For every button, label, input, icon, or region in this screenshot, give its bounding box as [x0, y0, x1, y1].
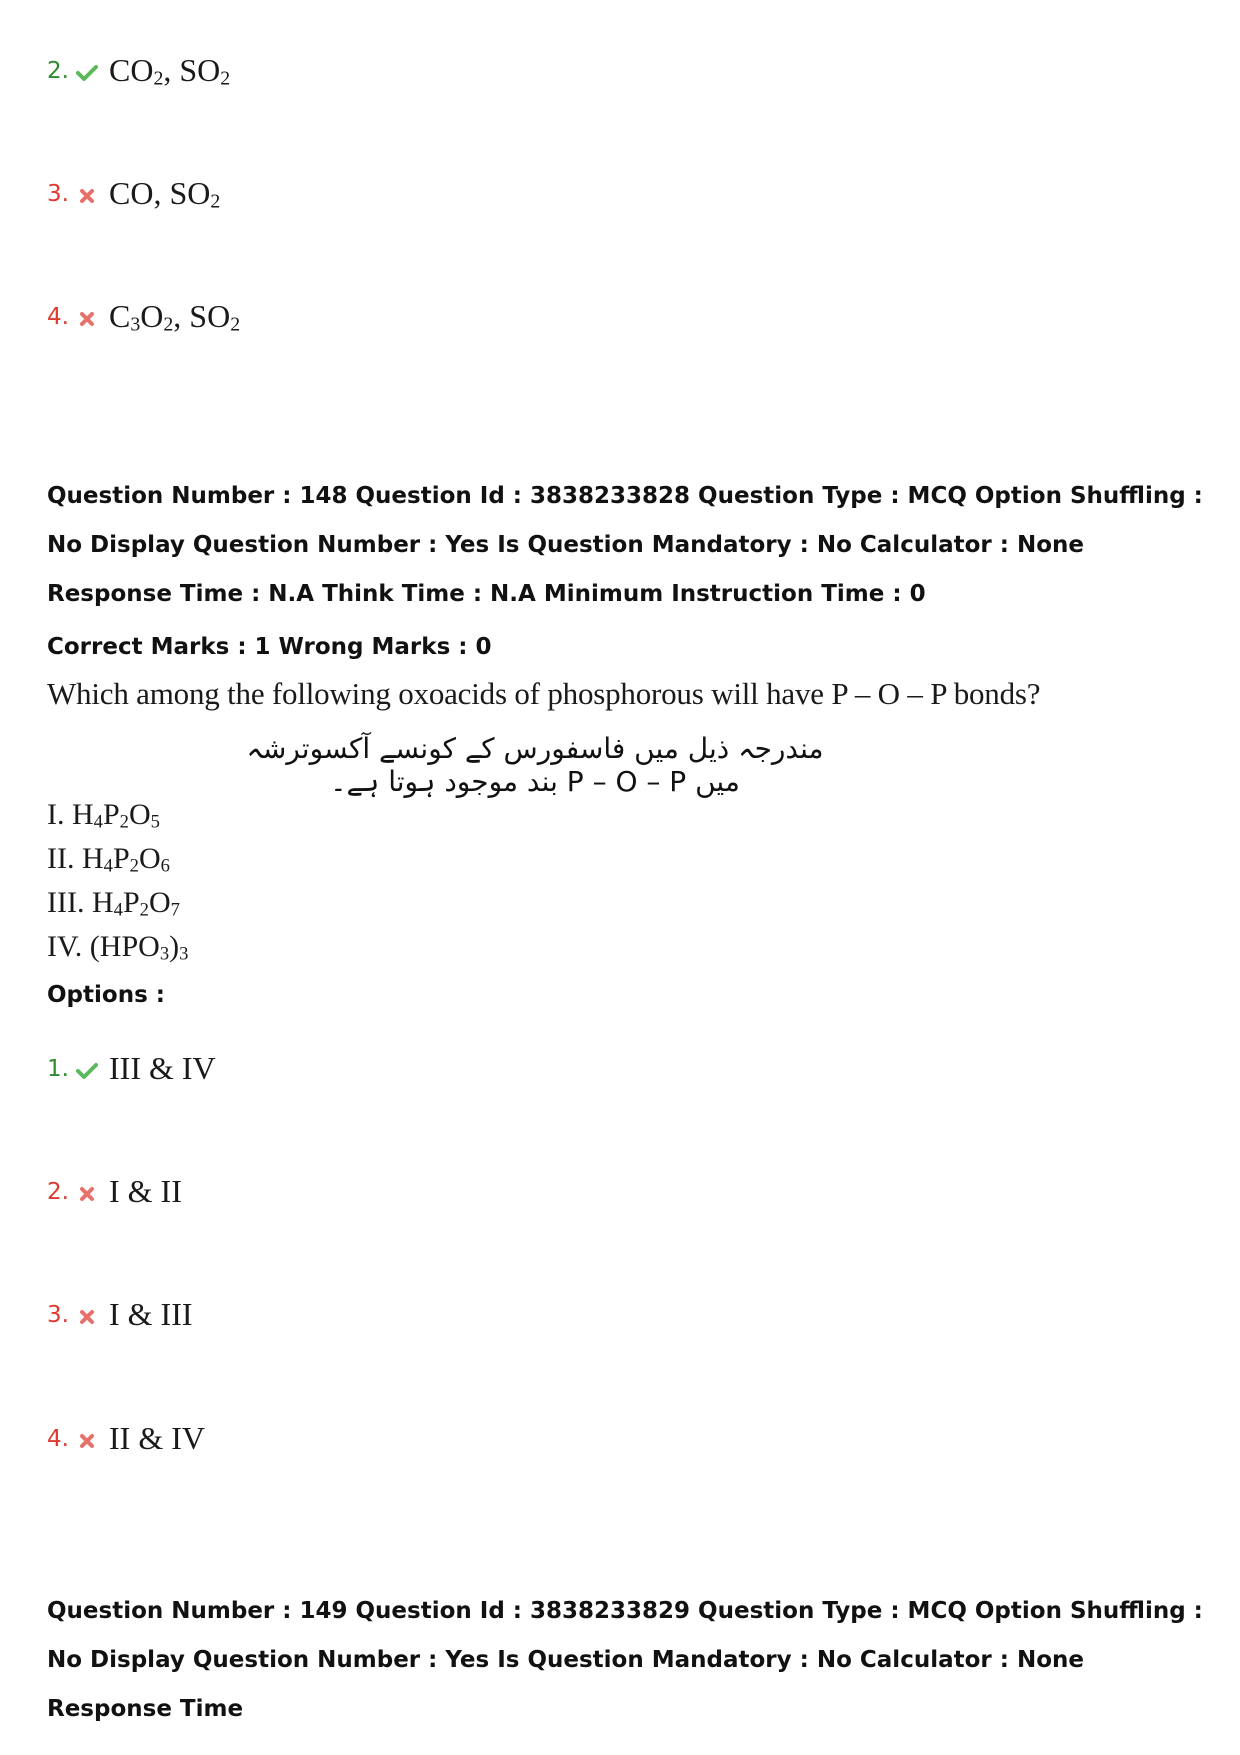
statement-formula: $H_4P_2O_5$: [72, 798, 160, 833]
check-icon: [75, 1059, 99, 1083]
option-text: I & III: [109, 1296, 193, 1332]
option-number: 1.: [47, 1055, 69, 1082]
question-148-meta: Question Number : 148 Question Id : 3838233828 Question Type : MCQ Option Shuffling : No Display Question Number : Yes Is Question Mandatory : No Calculator : None Response Time : N.A Think Time : N.A Minimum Instruction Time : 0: [47, 483, 1203, 607]
question-148-text: Which among the following oxoacids of phosphorous will have P – O – P bonds?: [47, 676, 1041, 711]
option-text: III & IV: [109, 1050, 216, 1086]
check-icon: [75, 61, 99, 85]
option-1[interactable]: [47, 1050, 216, 1087]
cross-icon: [75, 307, 99, 331]
statement-formula: $H_4P_2O_6$: [81, 842, 170, 877]
cross-icon: [75, 1182, 99, 1206]
cross-icon: [75, 1305, 99, 1329]
question-148-marks: Correct Marks : 1 Wrong Marks : 0: [47, 634, 492, 660]
prev-option-3: [47, 175, 220, 214]
option-number: 2.: [47, 58, 69, 85]
statement-formula: $(HPO_3)_3$: [89, 930, 189, 965]
statement-1: [47, 798, 160, 833]
option-text: CO, $SO_2$: [109, 175, 221, 213]
prev-option-2: [47, 52, 230, 91]
option-3[interactable]: [47, 1296, 193, 1333]
option-text: II & IV: [109, 1420, 205, 1456]
cross-icon: [75, 1429, 99, 1453]
statement-4: [47, 930, 188, 965]
statement-formula: $H_4P_2O_7$: [91, 886, 180, 921]
question-149-meta: Question Number : 149 Question Id : 3838233829 Question Type : MCQ Option Shuffling : No Display Question Number : Yes Is Question Mandatory : No Calculator : None Response Time: [47, 1598, 1203, 1722]
option-text: $C_3O_2$, $SO_2$: [109, 298, 241, 336]
question-148-urdu-text: مندرجہ ذیل میں فاسفورس کے کونسے آکسوترشہ میں P – O – P بند موجود ہوتا ہے۔: [246, 732, 824, 798]
option-2[interactable]: [47, 1173, 182, 1210]
option-number: 3.: [47, 181, 69, 208]
statement-label: II.: [47, 842, 75, 875]
option-number: 2.: [47, 1178, 69, 1205]
statement-label: IV.: [47, 930, 83, 963]
statement-label: III.: [47, 886, 85, 919]
cross-icon: [75, 184, 99, 208]
option-number: 4.: [47, 304, 69, 331]
statement-2: [47, 842, 170, 877]
prev-option-4: [47, 298, 240, 337]
option-number: 4.: [47, 1425, 69, 1452]
statement-label: I.: [47, 798, 65, 831]
option-number: 3.: [47, 1301, 69, 1328]
statement-3: [47, 886, 180, 921]
option-4[interactable]: [47, 1420, 205, 1457]
options-label: Options :: [47, 982, 165, 1008]
option-text: I & II: [109, 1173, 182, 1209]
option-text: $CO_2$, $SO_2$: [109, 52, 231, 90]
